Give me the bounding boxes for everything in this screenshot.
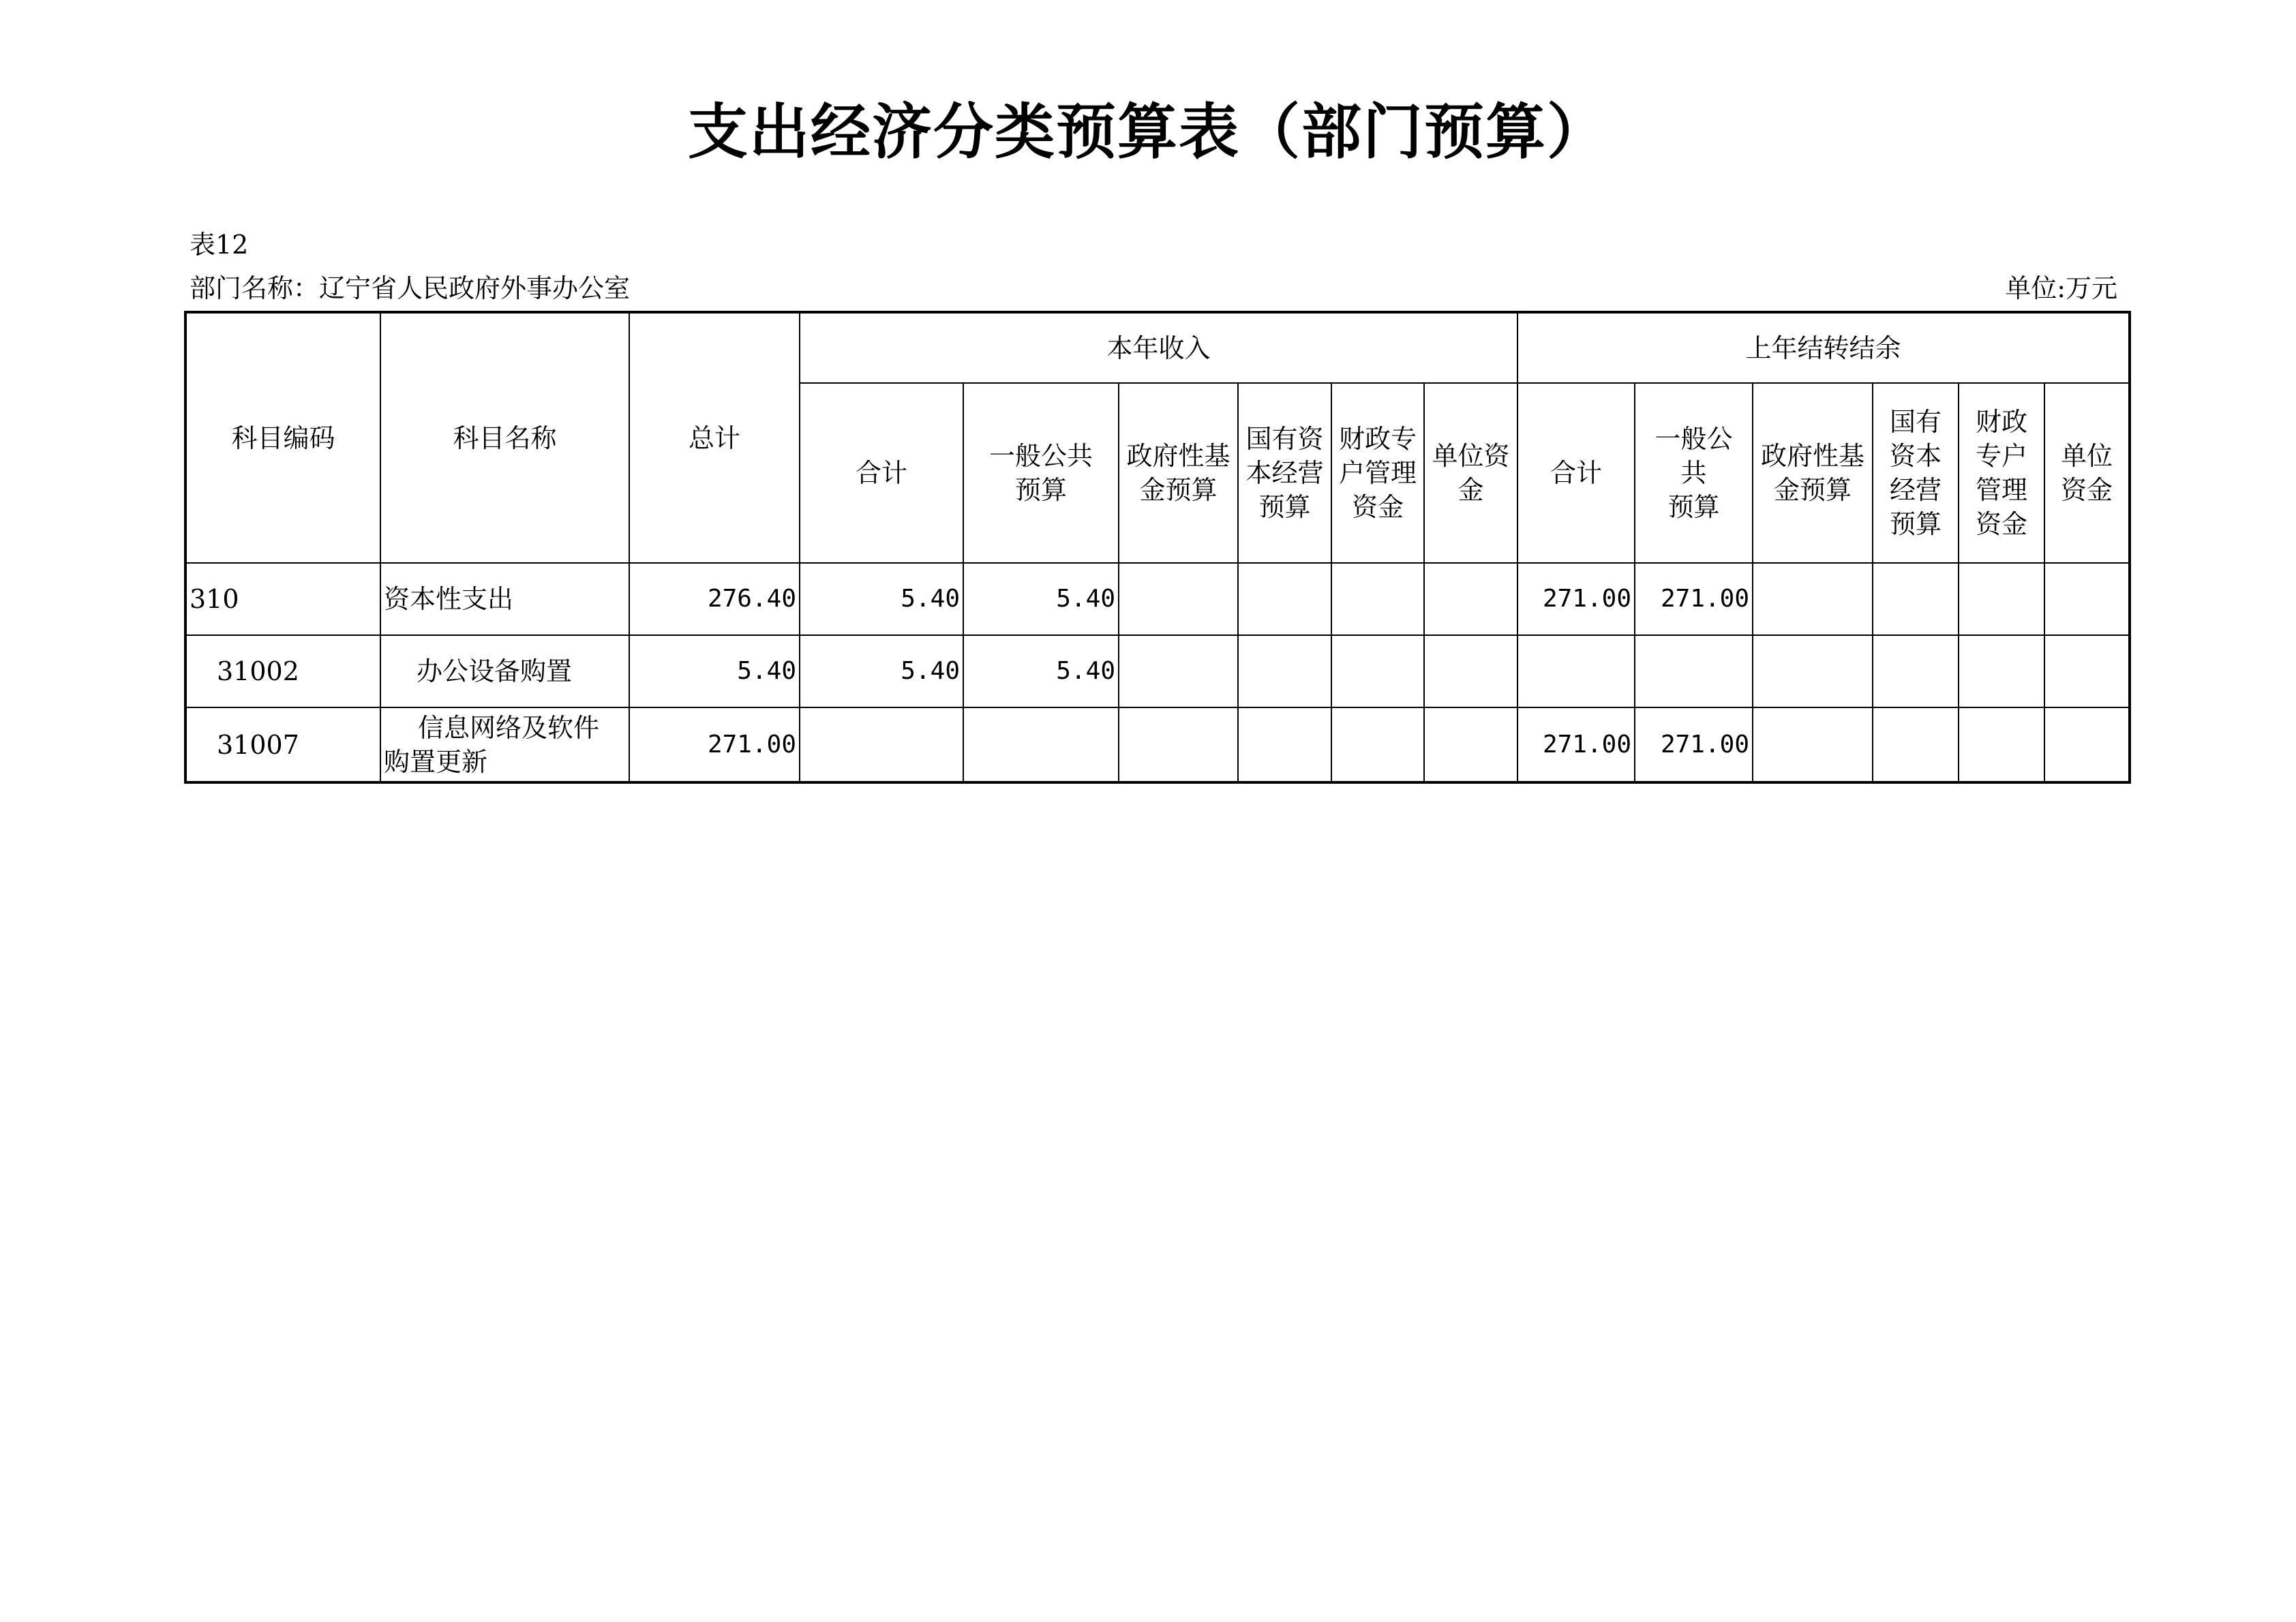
row-cur-gov-fund	[1119, 563, 1238, 635]
row-carry-special	[1959, 563, 2044, 635]
department-name: 部门名称：辽宁省人民政府外事办公室	[190, 273, 631, 303]
row-cur-unit	[1424, 707, 1517, 782]
row-name-line-2: 购置更新	[384, 746, 488, 777]
row-code: 310	[185, 563, 380, 635]
row-carry-gov-fund	[1753, 707, 1873, 782]
header-carry-general: 一般公 共 预算	[1635, 383, 1753, 563]
row-cur-special	[1331, 707, 1424, 782]
row-carry-general	[1635, 635, 1753, 707]
header-cur-general: 一般公共 预算	[963, 383, 1119, 563]
row-cur-state-capital	[1238, 707, 1331, 782]
row-carry-unit	[2044, 635, 2130, 707]
row-cur-general: 5.40	[963, 563, 1119, 635]
row-carry-total: 271.00	[1517, 563, 1635, 635]
header-total: 总计	[629, 312, 800, 563]
row-cur-special	[1331, 635, 1424, 707]
row-carry-state-capital	[1873, 707, 1959, 782]
row-carry-special	[1959, 635, 2044, 707]
row-total: 5.40	[629, 635, 800, 707]
header-name: 科目名称	[380, 312, 629, 563]
row-cur-gov-fund	[1119, 635, 1238, 707]
row-carry-special	[1959, 707, 2044, 782]
table-number: 表12	[190, 230, 249, 260]
row-name: 资本性支出	[380, 563, 629, 635]
header-carry-state-capital: 国有 资本 经营 预算	[1873, 383, 1959, 563]
row-name	[380, 707, 629, 782]
row-carry-gov-fund	[1753, 563, 1873, 635]
header-carry-gov-fund: 政府性基 金预算	[1753, 383, 1873, 563]
row-total: 271.00	[629, 707, 800, 782]
row-cur-general	[963, 707, 1119, 782]
row-total: 276.40	[629, 563, 800, 635]
row-name-line-1: 信息网络及软件	[418, 712, 600, 743]
row-cur-special	[1331, 563, 1424, 635]
row-carry-general: 271.00	[1635, 563, 1753, 635]
budget-table	[184, 311, 2131, 784]
row-carry-state-capital	[1873, 563, 1959, 635]
page-title: 支出经济分类预算表（部门预算）	[687, 96, 1608, 167]
row-cur-state-capital	[1238, 563, 1331, 635]
header-carry-unit: 单位 资金	[2044, 383, 2130, 563]
row-carry-state-capital	[1873, 635, 1959, 707]
header-cur-unit: 单位资 金	[1424, 383, 1517, 563]
row-cur-unit	[1424, 635, 1517, 707]
header-cur-state-capital: 国有资 本经营 预算	[1238, 383, 1331, 563]
row-carry-total: 271.00	[1517, 707, 1635, 782]
row-cur-total: 5.40	[800, 635, 963, 707]
table-row	[185, 707, 2130, 782]
table-row	[185, 563, 2130, 635]
row-carry-unit	[2044, 707, 2130, 782]
header-carry-total: 合计	[1517, 383, 1635, 563]
row-cur-unit	[1424, 563, 1517, 635]
unit-label: 单位:万元	[2005, 273, 2117, 303]
row-name: 办公设备购置	[380, 635, 629, 707]
row-carry-general: 271.00	[1635, 707, 1753, 782]
row-cur-general: 5.40	[963, 635, 1119, 707]
header-carry-special: 财政 专户 管理 资金	[1959, 383, 2044, 563]
header-cur-total: 合计	[800, 383, 963, 563]
row-cur-state-capital	[1238, 635, 1331, 707]
row-carry-unit	[2044, 563, 2130, 635]
header-code: 科目编码	[185, 312, 380, 563]
row-carry-total	[1517, 635, 1635, 707]
row-code: 31007	[185, 707, 380, 782]
row-cur-gov-fund	[1119, 707, 1238, 782]
row-cur-total	[800, 707, 963, 782]
row-cur-total: 5.40	[800, 563, 963, 635]
header-current-income: 本年收入	[800, 312, 1517, 383]
header-carryover: 上年结转结余	[1517, 312, 2130, 383]
row-code: 31002	[185, 635, 380, 707]
table-row	[185, 635, 2130, 707]
header-cur-gov-fund: 政府性基 金预算	[1119, 383, 1238, 563]
row-carry-gov-fund	[1753, 635, 1873, 707]
header-cur-special: 财政专 户管理 资金	[1331, 383, 1424, 563]
